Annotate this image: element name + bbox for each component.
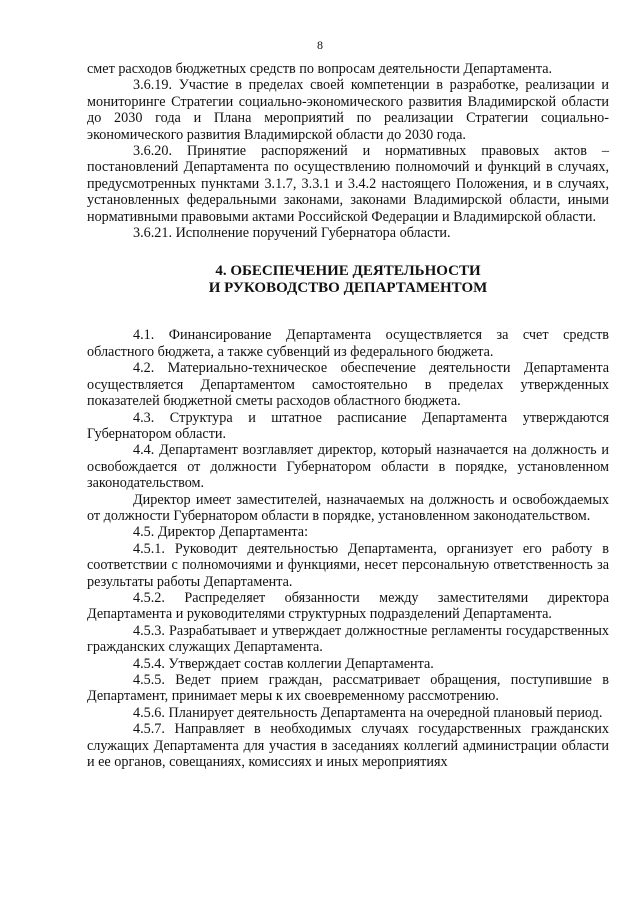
paragraph: 3.6.21. Исполнение поручений Губернатора области.	[133, 225, 451, 242]
paragraph: 4.5.4. Утверждает состав коллегии Департамента.	[133, 655, 434, 672]
paragraph: 4.2. Материально-техническое обеспечение деятельности Департамента осуществляется Департаментом самостоятельно в пределах утвержденных показателей бюджетной сметы расходов областного бюджета.	[87, 360, 609, 410]
document-body	[87, 61, 609, 770]
paragraph: 4.5.6. Планирует деятельность Департамента на очередной плановый период.	[133, 704, 603, 721]
top-paragraphs	[87, 61, 609, 241]
paragraph: 4.1. Финансирование Департамента осуществляется за счет средств областного бюджета, а также субвенций из федерального бюджета.	[87, 327, 609, 360]
paragraph: смет расходов бюджетных средств по вопросам деятельности Департамента.	[87, 61, 553, 77]
paragraph: Директор имеет заместителей, назначаемых на должность и освобождаемых от должности Губернатором области в порядке, установленном законодательством.	[87, 491, 609, 524]
paragraph: 3.6.20. Принятие распоряжений и нормативных правовых актов – постановлений Департамента по осуществлению полномочий и функций в случаях, предусмотренных пунктами 3.1.7, 3.3.1 и 3.4.2 настоящего Положения, и в случаях, установленных федеральными законами, законами Владимирской области, иными нормативными правовыми актами Российской Федерации и Владимирской области.	[87, 143, 609, 225]
paragraph: 4.5.2. Распределяет обязанности между заместителями директора Департамента и руководителями структурных подразделений Департамента.	[87, 589, 609, 623]
paragraph: 4.3. Структура и штатное расписание Департамента утверждаются Губернатором области.	[87, 409, 609, 442]
bottom-paragraphs	[87, 327, 609, 770]
paragraph: 4.5. Директор Департамента:	[133, 524, 309, 541]
paragraph: 3.6.19. Участие в пределах своей компетенции в разработке, реализации и мониторинге Стратегии социально-экономического развития Владимирской области до 2030 года и Плана мероприятий по реализации Стратегии социально-экономического развития Владимирской области до 2030 года.	[87, 77, 609, 143]
paragraph: 4.5.3. Разрабатывает и утверждает должностные регламенты государственных гражданских служащих Департамента.	[87, 622, 609, 656]
paragraph: 4.5.1. Руководит деятельностью Департамента, организует его работу в соответствии с полномочиями и функциями, несет персональную ответственность за результаты работы Департамента.	[87, 540, 609, 590]
paragraph: 4.5.7. Направляет в необходимых случаях государственных гражданских служащих Департамента для участия в заседаниях коллегий администрации области и ее органов, совещаниях, комиссиях и иных мероприятиях	[87, 721, 609, 771]
paragraph: 4.5.5. Ведет прием граждан, рассматривает обращения, поступившие в Департамент, принимает меры к их своевременному рассмотрению.	[87, 672, 609, 705]
page-number: 8	[317, 38, 323, 52]
section-heading-line-1: 4. ОБЕСПЕЧЕНИЕ ДЕЯТЕЛЬНОСТИ	[215, 263, 481, 280]
section-heading	[87, 263, 609, 297]
section-heading-line-2: И РУКОВОДСТВО ДЕПАРТАМЕНТОМ	[208, 280, 488, 297]
paragraph: 4.4. Департамент возглавляет директор, который назначается на должность и освобождается от должности Губернатором области в порядке, установленном законодательством.	[87, 442, 609, 492]
